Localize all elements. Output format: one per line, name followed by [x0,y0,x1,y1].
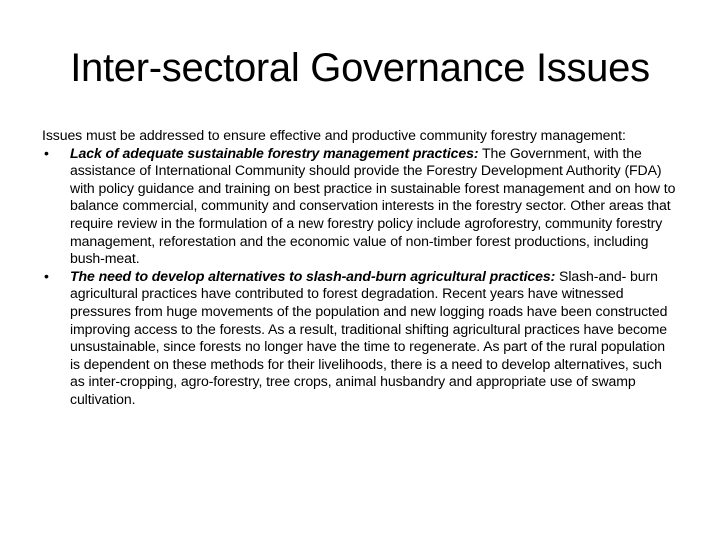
bullet-item-slash-and-burn [42,268,676,409]
bullet-icon: • [44,144,49,161]
bullet-icon: • [44,267,49,284]
bullet-item-forestry-management [42,145,676,268]
bullet-lead: The need to develop alternatives to slash-and-burn agricultural practices: [70,267,556,284]
bullet-list [42,145,676,409]
bullet-text: The Government, with the assistance of International Community should provide the Forestry Development Authority (FDA) with policy guidance and training on best practice in sustainable forest management and on how to balance commercial, community and conservation interests in the forestry sector. Other areas that require review in the formulation of a new forestry policy include agroforestry, community forestry management, reforestation and the economic value of non-timber forest productions, including bush-meat. [70,144,676,267]
bullet-text: Slash-and- burn agricultural practices have contributed to forest degradation. Recent years have witnessed pressures from huge movements of the population and new logging roads have been constructed improving access to the forests. As a result, traditional shifting agricultural practices have become unsustainable, since forests no longer have the time to regenerate. As part of the rural population is dependent on these methods for their livelihoods, there is a need to develop alternatives, such as inter-cropping, agro-forestry, tree crops, animal husbandry and appropriate use of swamp cultivation. [70,267,668,407]
slide-title: Inter-sectoral Governance Issues [70,46,650,90]
bullet-lead: Lack of adequate sustainable forestry management practices: [70,144,479,161]
slide-body [42,127,676,409]
intro-paragraph: Issues must be addressed to ensure effective and productive community forestry management: [42,127,626,143]
